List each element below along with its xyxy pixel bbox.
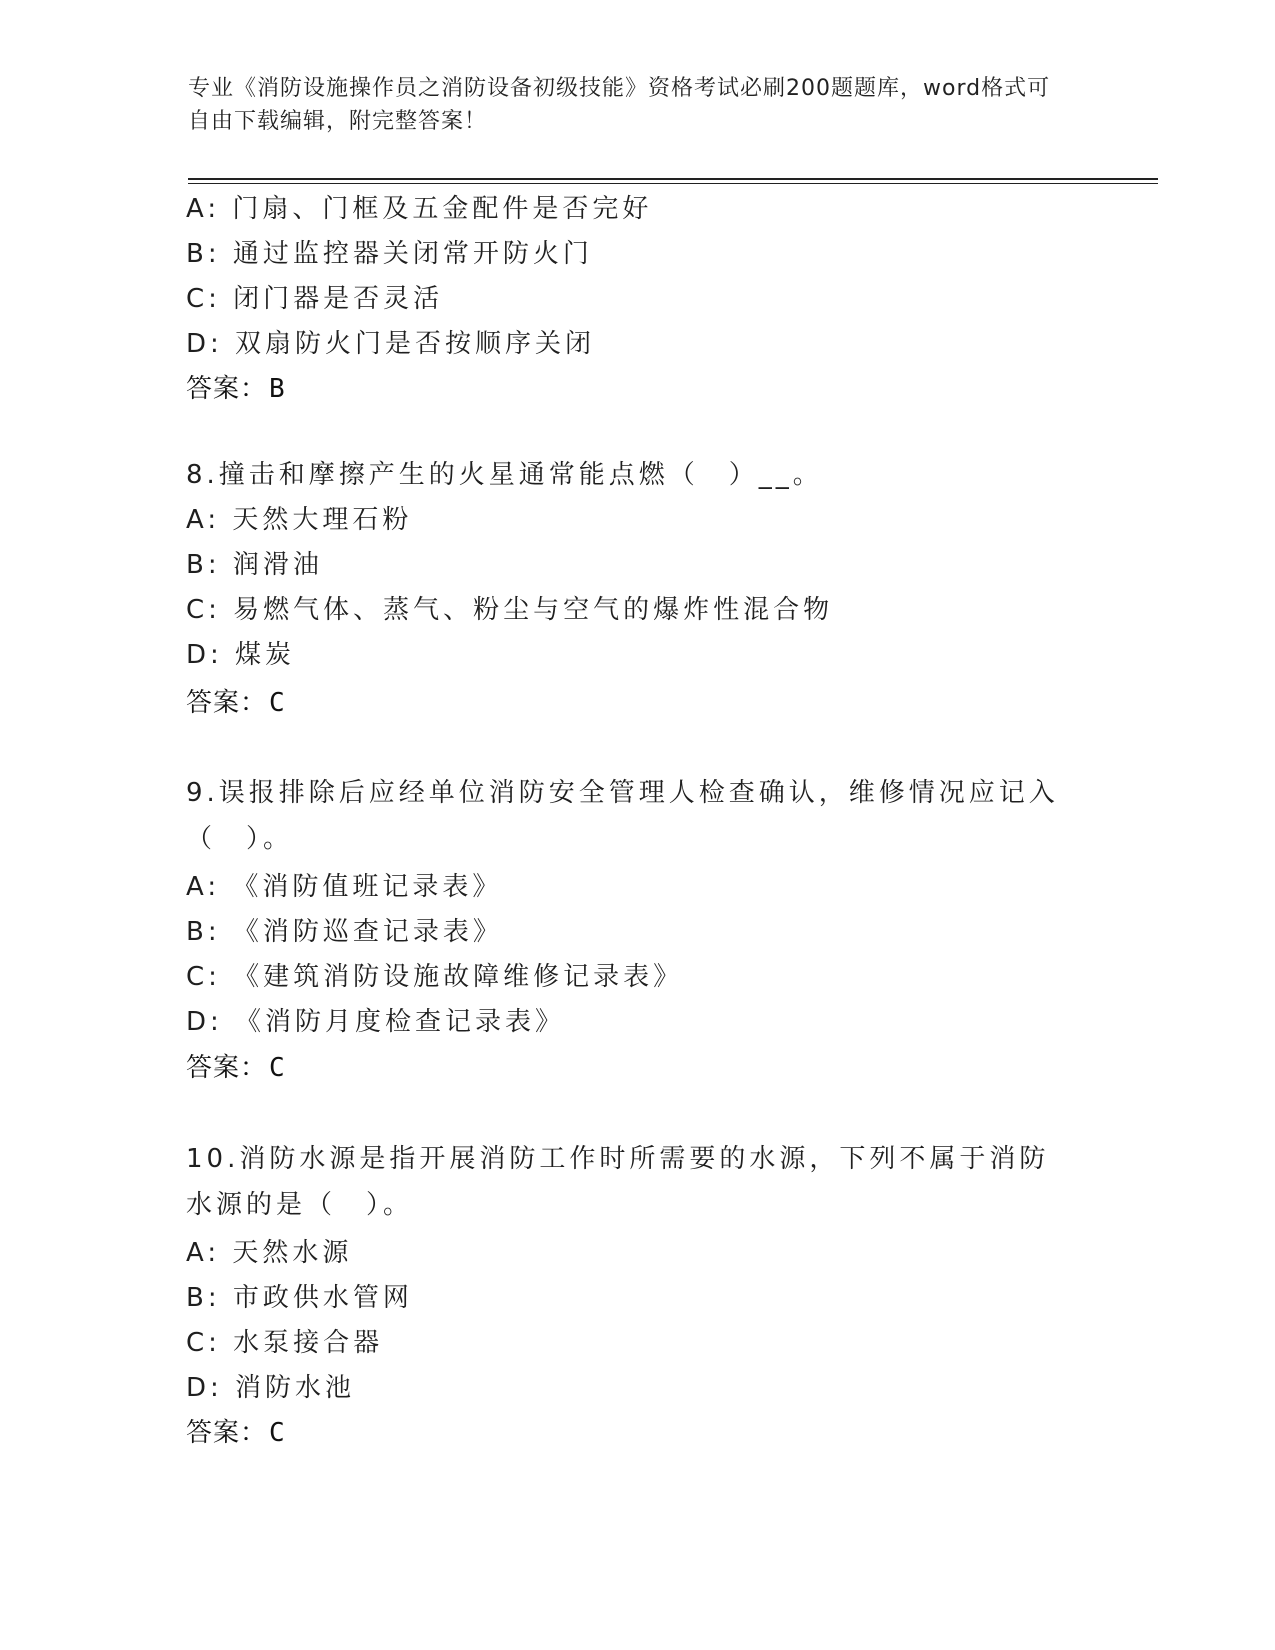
answer-label: 答案： [186,1418,268,1448]
header-divider-thick [188,178,1158,180]
q7-option-a: A: 门扇、门框及五金配件是否完好 [186,194,653,224]
q9-option-a: A: 《消防值班记录表》 [186,872,503,902]
q8-question: 8.撞击和摩擦产生的火星通常能点燃（ ）__。 [186,460,823,490]
answer-value: C [269,1418,286,1448]
q8-option-b: B: 润滑油 [186,550,323,580]
answer-label: 答案： [186,374,268,404]
answer-value: C [269,688,286,718]
q9-option-c: C: 《建筑消防设施故障维修记录表》 [186,962,684,992]
answer-value: B [269,374,286,404]
q9-answer [186,1051,286,1085]
answer-label: 答案： [186,1053,268,1083]
document-header: 专业《消防设施操作员之消防设备初级技能》资格考试必刷200题题库，word格式可自由下载编辑，附完整答案！ [188,76,1051,134]
answer-label: 答案： [186,688,268,718]
q8-option-a: A: 天然大理石粉 [186,505,413,535]
q8-option-c: C: 易燃气体、蒸气、粉尘与空气的爆炸性混合物 [186,595,834,625]
q9-question: 9.误报排除后应经单位消防安全管理人检查确认，维修情况应记入（ ）。 [186,778,1059,854]
q7-option-d: D: 双扇防火门是否按顺序关闭 [186,329,596,359]
q10-option-a: A: 天然水源 [186,1238,353,1268]
q10-option-c: C: 水泵接合器 [186,1328,384,1358]
q9-option-d: D: 《消防月度检查记录表》 [186,1007,566,1037]
q10-option-b: B: 市政供水管网 [186,1283,413,1313]
q10-question: 10.消防水源是指开展消防工作时所需要的水源，下列不属于消防水源的是（ ）。 [186,1144,1050,1220]
q7-option-b: B: 通过监控器关闭常开防火门 [186,239,593,269]
q8-option-d: D: 煤炭 [186,640,296,670]
q9-option-b: B: 《消防巡查记录表》 [186,917,503,947]
q10-answer [186,1416,286,1450]
answer-value: C [269,1053,286,1083]
header-divider-thin [188,183,1158,184]
q7-answer [186,372,286,406]
q10-option-d: D: 消防水池 [186,1373,356,1403]
q7-option-c: C: 闭门器是否灵活 [186,284,444,314]
q8-answer [186,686,286,720]
